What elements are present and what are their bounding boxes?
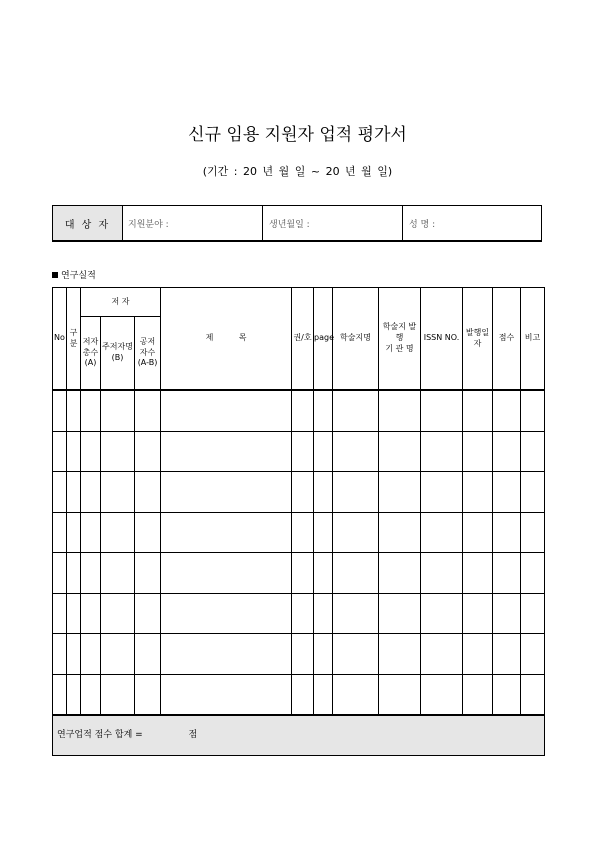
table-cell[interactable]: [493, 634, 521, 675]
table-cell[interactable]: [463, 512, 493, 553]
table-cell[interactable]: [333, 512, 379, 553]
header-pub-date: 발행일자: [463, 288, 493, 391]
table-cell[interactable]: [333, 390, 379, 431]
table-cell[interactable]: [67, 634, 81, 675]
table-cell[interactable]: [161, 674, 292, 715]
square-bullet-icon: [52, 272, 58, 278]
table-cell[interactable]: [333, 674, 379, 715]
table-cell[interactable]: [314, 512, 333, 553]
table-cell[interactable]: [101, 553, 135, 594]
table-cell[interactable]: [421, 431, 463, 472]
table-cell[interactable]: [379, 472, 421, 513]
table-cell[interactable]: [161, 553, 292, 594]
table-cell[interactable]: [379, 390, 421, 431]
table-cell[interactable]: [101, 431, 135, 472]
header-publisher: 학술지 발행 기 관 명: [379, 288, 421, 391]
table-cell[interactable]: [463, 390, 493, 431]
table-cell[interactable]: [81, 390, 101, 431]
header-score: 점수: [493, 288, 521, 391]
table-cell[interactable]: [493, 390, 521, 431]
table-cell[interactable]: [463, 472, 493, 513]
table-row: [53, 390, 545, 431]
table-cell[interactable]: [333, 634, 379, 675]
table-cell[interactable]: [493, 472, 521, 513]
table-cell[interactable]: [314, 553, 333, 594]
table-cell[interactable]: [521, 512, 545, 553]
table-cell[interactable]: [421, 390, 463, 431]
table-cell[interactable]: [53, 674, 67, 715]
section-heading-text: 연구실적: [61, 271, 96, 281]
name-field[interactable]: 성 명 :: [409, 219, 436, 230]
table-cell[interactable]: [292, 593, 314, 634]
header-remark: 비고: [521, 288, 545, 391]
header-authors: 저 자: [81, 288, 161, 317]
table-cell[interactable]: [493, 512, 521, 553]
table-cell[interactable]: [493, 431, 521, 472]
table-cell[interactable]: [314, 674, 333, 715]
header-volume: 권/호: [292, 288, 314, 391]
header-issn: ISSN NO.: [421, 288, 463, 391]
table-cell[interactable]: [135, 512, 161, 553]
table-cell[interactable]: [379, 431, 421, 472]
table-cell[interactable]: [67, 593, 81, 634]
table-cell[interactable]: [67, 553, 81, 594]
table-cell[interactable]: [67, 472, 81, 513]
table-cell[interactable]: [463, 553, 493, 594]
table-cell[interactable]: [81, 512, 101, 553]
table-cell[interactable]: [521, 390, 545, 431]
table-cell[interactable]: [379, 634, 421, 675]
table-cell[interactable]: [292, 512, 314, 553]
table-cell[interactable]: [101, 674, 135, 715]
table-cell[interactable]: [67, 390, 81, 431]
table-cell[interactable]: [314, 431, 333, 472]
table-cell[interactable]: [81, 593, 101, 634]
table-cell[interactable]: [81, 674, 101, 715]
table-cell[interactable]: [161, 472, 292, 513]
table-cell[interactable]: [421, 553, 463, 594]
table-cell[interactable]: [379, 512, 421, 553]
table-cell[interactable]: [314, 634, 333, 675]
header-main-authors: 주저자명 (B): [101, 317, 135, 391]
table-row: [53, 674, 545, 715]
table-cell[interactable]: [493, 553, 521, 594]
research-results-table: [52, 287, 545, 756]
table-cell[interactable]: [135, 593, 161, 634]
table-cell[interactable]: [292, 674, 314, 715]
table-cell[interactable]: [81, 431, 101, 472]
table-cell[interactable]: [53, 472, 67, 513]
header-author-total: 저자 총수 (A): [81, 317, 101, 391]
table-cell[interactable]: [101, 472, 135, 513]
table-cell[interactable]: [521, 431, 545, 472]
table-cell[interactable]: [53, 512, 67, 553]
score-total-label: 연구업적 점수 합계 =: [57, 730, 143, 741]
evaluation-period: (기간 : 20 년 월 일 ~ 20 년 월 일): [202, 165, 393, 178]
table-cell[interactable]: [81, 472, 101, 513]
table-row: [53, 553, 545, 594]
table-cell[interactable]: [521, 593, 545, 634]
table-cell[interactable]: [67, 674, 81, 715]
table-cell[interactable]: [81, 634, 101, 675]
header-category: 구 분: [67, 288, 81, 391]
table-cell[interactable]: [101, 634, 135, 675]
table-cell[interactable]: [421, 472, 463, 513]
table-cell[interactable]: [463, 593, 493, 634]
table-cell[interactable]: [421, 634, 463, 675]
application-field[interactable]: 지원분야 :: [123, 206, 263, 240]
table-cell[interactable]: [333, 593, 379, 634]
table-cell[interactable]: [421, 593, 463, 634]
table-cell[interactable]: [101, 390, 135, 431]
table-cell[interactable]: [314, 472, 333, 513]
table-cell[interactable]: [379, 553, 421, 594]
table-row: [53, 472, 545, 513]
header-title: 제 목: [161, 288, 292, 391]
table-cell[interactable]: [67, 512, 81, 553]
birth-date-field[interactable]: 생년월일 :: [263, 206, 403, 240]
table-cell[interactable]: [53, 553, 67, 594]
header-co-authors: 공저 자수 (A-B): [135, 317, 161, 391]
table-cell[interactable]: [135, 390, 161, 431]
table-cell[interactable]: [292, 472, 314, 513]
page-title: 신규 임용 지원자 업적 평가서: [188, 125, 407, 145]
table-cell[interactable]: [521, 634, 545, 675]
table-cell[interactable]: [53, 593, 67, 634]
table-cell[interactable]: [333, 431, 379, 472]
table-cell[interactable]: [421, 512, 463, 553]
table-cell[interactable]: [161, 431, 292, 472]
table-cell[interactable]: [333, 553, 379, 594]
header-page: page: [314, 288, 333, 391]
table-cell[interactable]: [292, 390, 314, 431]
section-heading: [52, 268, 96, 281]
table-cell[interactable]: [314, 390, 333, 431]
score-total-row: [53, 715, 545, 756]
table-cell[interactable]: [101, 512, 135, 553]
target-label: 대 상 자: [53, 206, 123, 240]
table-row: [53, 431, 545, 472]
table-cell[interactable]: [53, 431, 67, 472]
table-cell[interactable]: [314, 593, 333, 634]
table-cell[interactable]: [161, 512, 292, 553]
table-cell[interactable]: [161, 390, 292, 431]
table-cell[interactable]: [67, 431, 81, 472]
table-cell[interactable]: [81, 553, 101, 594]
table-row: [53, 634, 545, 675]
table-cell[interactable]: [161, 634, 292, 675]
table-cell[interactable]: [463, 431, 493, 472]
table-cell[interactable]: [379, 593, 421, 634]
table-cell[interactable]: [463, 674, 493, 715]
table-cell[interactable]: [333, 472, 379, 513]
header-no: No: [53, 288, 67, 391]
table-cell[interactable]: [493, 674, 521, 715]
table-cell[interactable]: [463, 634, 493, 675]
table-cell[interactable]: [379, 674, 421, 715]
table-cell[interactable]: [292, 634, 314, 675]
table-cell[interactable]: [521, 553, 545, 594]
table-row: [53, 593, 545, 634]
table-cell[interactable]: [292, 431, 314, 472]
table-cell[interactable]: [53, 634, 67, 675]
table-cell[interactable]: [135, 674, 161, 715]
header-journal: 학술지명: [333, 288, 379, 391]
table-cell[interactable]: [521, 472, 545, 513]
table-cell[interactable]: [135, 431, 161, 472]
table-cell[interactable]: [161, 593, 292, 634]
target-info-box: [52, 205, 542, 242]
table-cell[interactable]: [493, 593, 521, 634]
table-cell[interactable]: [135, 472, 161, 513]
score-total-unit: 점: [188, 730, 198, 741]
table-cell[interactable]: [135, 634, 161, 675]
table-cell[interactable]: [135, 553, 161, 594]
table-cell[interactable]: [292, 553, 314, 594]
table-cell[interactable]: [521, 674, 545, 715]
table-cell[interactable]: [101, 593, 135, 634]
table-row: [53, 512, 545, 553]
table-cell[interactable]: [421, 674, 463, 715]
table-cell[interactable]: [53, 390, 67, 431]
